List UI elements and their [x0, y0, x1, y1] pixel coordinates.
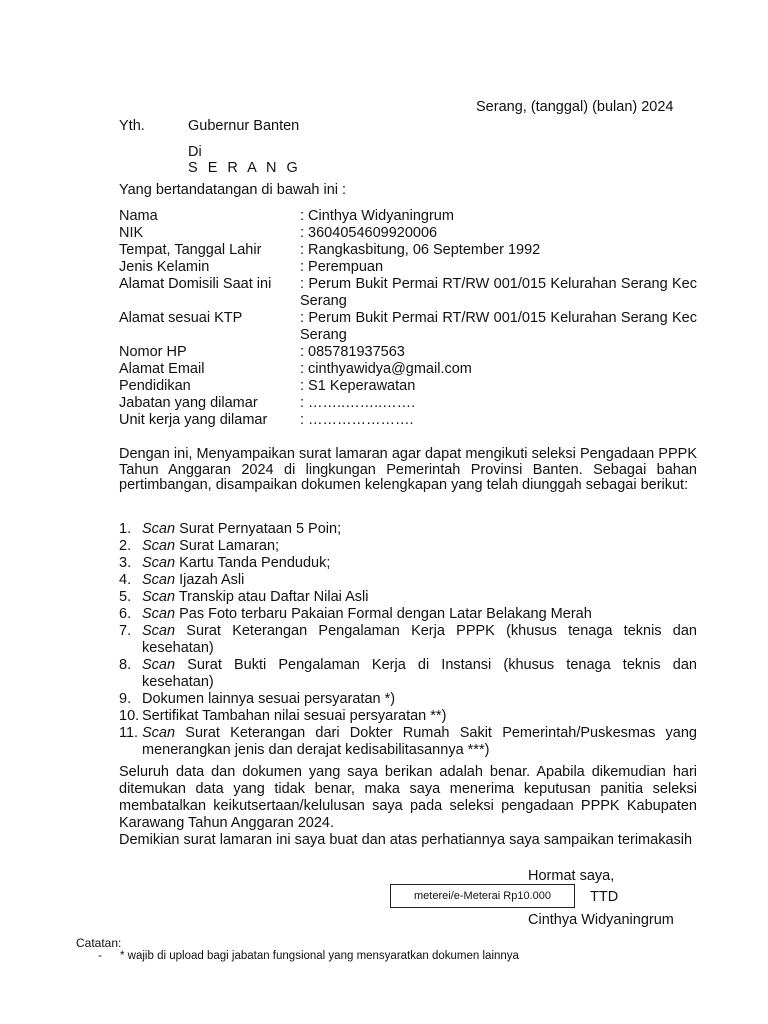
list-item [119, 538, 697, 555]
field-value: : 085781937563 [300, 344, 405, 360]
field-row-birth [119, 242, 697, 259]
list-item [119, 623, 697, 657]
item-number: 3. [119, 555, 132, 571]
field-row-unit [119, 412, 697, 429]
item-number: 1. [119, 521, 132, 537]
field-label: Tempat, Tanggal Lahir [119, 242, 262, 258]
declaration-paragraph: Seluruh data dan dokumen yang saya berikan adalah benar. Apabila dikemudian hari ditemukan data yang tidak benar, maka saya menerima keputusan panitia seleksi membatalkan keikutsertaan/kelulusan saya pada seleksi pengadaan PPPK Kabupaten Karawang Tahun Anggaran 2024. [119, 764, 697, 831]
item-text: Transkip atau Daftar Nilai Asli [175, 589, 369, 605]
scan-prefix: Scan [142, 606, 176, 622]
scan-prefix: Scan [142, 725, 176, 741]
field-value: : Perum Bukit Permai RT/RW 001/015 Kelurahan Serang Kec Serang [300, 310, 697, 343]
meterai-stamp-box: meterei/e-Meterai Rp10.000 [390, 884, 575, 908]
item-number: 5. [119, 589, 132, 605]
document-list [119, 521, 697, 759]
item-number: 6. [119, 606, 132, 622]
field-label: Nama [119, 208, 158, 224]
item-number: 4. [119, 572, 132, 588]
item-text: Surat Pernyataan 5 Poin; [175, 521, 342, 537]
notes-label: Catatan: [76, 936, 122, 950]
item-number: 11. [119, 725, 139, 741]
item-text-continued: kesehatan) [142, 674, 214, 690]
closing-salutation: Hormat saya, [528, 868, 615, 884]
field-value: : S1 Keperawatan [300, 378, 416, 394]
field-label: Alamat Domisili Saat ini [119, 276, 272, 292]
field-row-phone [119, 344, 697, 361]
list-item [119, 606, 697, 623]
item-text: Dokumen lainnya sesuai persyaratan *) [142, 691, 396, 707]
field-row-education [119, 378, 697, 395]
item-text: Surat Keterangan dari Dokter Rumah Sakit Pemerintah/Puskesmas yang [175, 725, 697, 741]
item-text-continued: kesehatan) [142, 640, 214, 656]
field-row-gender [119, 259, 697, 276]
item-text: Pas Foto terbaru Pakaian Formal dengan Latar Belakang Merah [175, 606, 592, 622]
closing-paragraph: Demikian surat lamaran ini saya buat dan atas perhatiannya saya sampaikan terimakasih [119, 832, 693, 848]
field-label: Alamat sesuai KTP [119, 310, 243, 326]
field-label: Unit kerja yang dilamar [119, 412, 268, 428]
signer-name: Cinthya Widyaningrum [528, 912, 674, 928]
field-value: : Perum Bukit Permai RT/RW 001/015 Kelurahan Serang Kec Serang [300, 276, 697, 309]
field-value: : cinthyawidya@gmail.com [300, 361, 472, 377]
item-number: 7. [119, 623, 132, 639]
di-label: Di [188, 144, 202, 160]
recipient: Gubernur Banten [188, 118, 300, 134]
intro-text: Yang bertandatangan di bawah ini : [119, 182, 347, 198]
application-paragraph: Dengan ini, Menyampaikan surat lamaran agar dapat mengikuti seleksi Pengadaan PPPK Tahun Anggaran 2024 di lingkungan Pemerintah Provinsi Banten. Sebagai bahan pertimbangan, disampaikan dokumen kelengkapan yang telah diunggah sebagai berikut: [119, 446, 697, 493]
item-number: 8. [119, 657, 132, 673]
field-row-email [119, 361, 697, 378]
item-number: 9. [119, 691, 132, 707]
item-text: Surat Lamaran; [175, 538, 280, 554]
field-label: Jabatan yang dilamar [119, 395, 258, 411]
field-row-position [119, 395, 697, 412]
field-label: NIK [119, 225, 144, 241]
field-value: : ……..……..……. [300, 395, 416, 411]
place-date: Serang, (tanggal) (bulan) 2024 [476, 99, 674, 115]
field-label: Jenis Kelamin [119, 259, 210, 275]
note-item [98, 948, 519, 965]
scan-prefix: Scan [142, 589, 176, 605]
note-dash: - [98, 950, 102, 962]
list-item [119, 708, 697, 725]
scan-prefix: Scan [142, 538, 176, 554]
field-label: Alamat Email [119, 361, 205, 377]
field-value: : 3604054609920006 [300, 225, 438, 241]
field-row-domicile [119, 276, 697, 310]
scan-prefix: Scan [142, 572, 176, 588]
list-item [119, 691, 697, 708]
list-item [119, 555, 697, 572]
yth-label: Yth. [119, 118, 145, 134]
recipient-city: S E R A N G [188, 160, 301, 176]
field-value: : Cinthya Widyaningrum [300, 208, 454, 224]
scan-prefix: Scan [142, 623, 176, 639]
field-row-ktp-address [119, 310, 697, 344]
note-text: * wajib di upload bagi jabatan fungsional yang mensyaratkan dokumen lainnya [120, 950, 519, 962]
item-text: Surat Keterangan Pengalaman Kerja PPPK (khusus tenaga teknis dan [175, 623, 697, 639]
item-text: Kartu Tanda Penduduk; [175, 555, 331, 571]
list-item [119, 657, 697, 691]
item-text-continued: menerangkan jenis dan derajat kedisabilitasannya ***) [142, 742, 490, 758]
field-value: : Perempuan [300, 259, 384, 275]
signature-ttd: TTD [590, 889, 619, 905]
list-item [119, 521, 697, 538]
field-row-nik [119, 225, 697, 242]
item-text: Ijazah Asli [175, 572, 245, 588]
scan-prefix: Scan [142, 521, 176, 537]
item-number: 2. [119, 538, 132, 554]
scan-prefix: Scan [142, 555, 176, 571]
field-row-name [119, 208, 697, 225]
scan-prefix: Scan [142, 657, 176, 673]
list-item [119, 589, 697, 606]
field-label: Nomor HP [119, 344, 187, 360]
item-number: 10. [119, 708, 140, 724]
list-item [119, 725, 697, 759]
applicant-fields [119, 208, 697, 429]
list-item [119, 572, 697, 589]
item-text: Surat Bukti Pengalaman Kerja di Instansi (khusus tenaga teknis dan [175, 657, 697, 673]
field-label: Pendidikan [119, 378, 191, 394]
field-value: : …………………. [300, 412, 414, 428]
item-text: Sertifikat Tambahan nilai sesuai persyaratan **) [142, 708, 447, 724]
field-value: : Rangkasbitung, 06 September 1992 [300, 242, 541, 258]
